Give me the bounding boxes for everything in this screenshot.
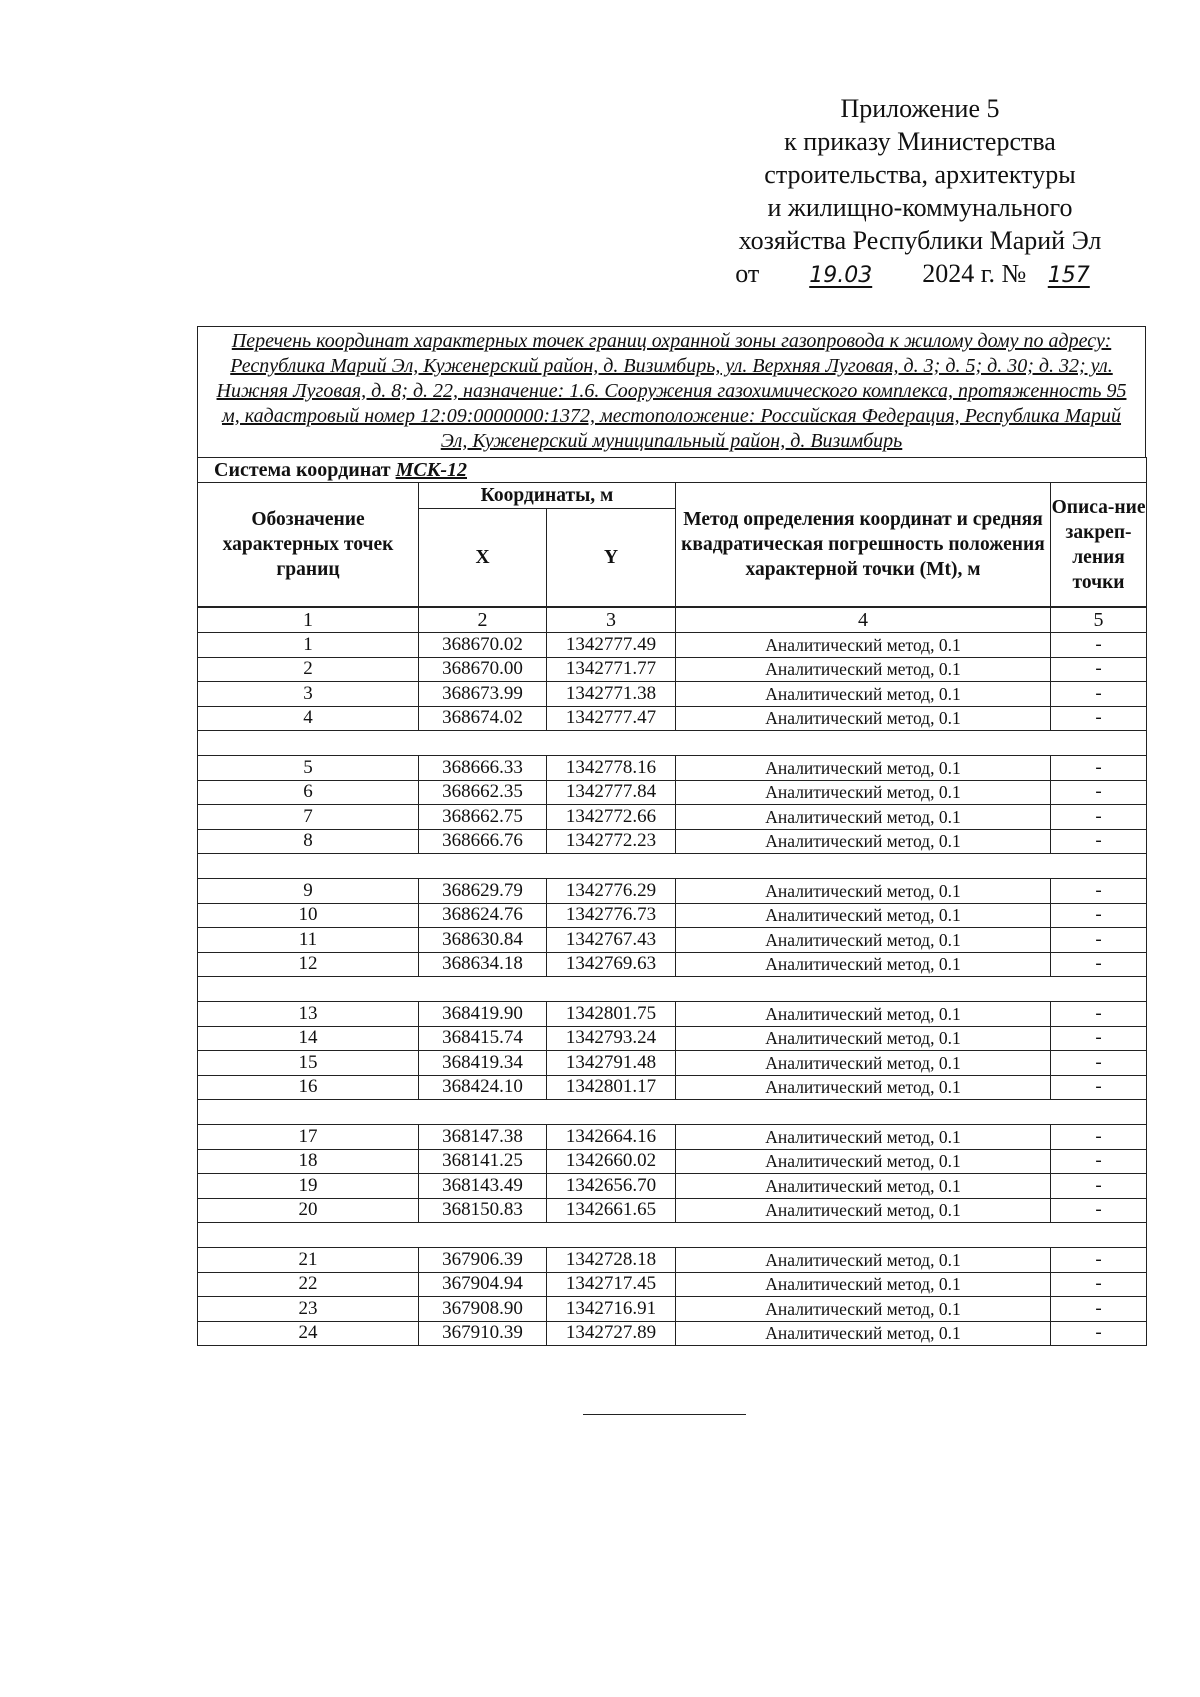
col-point-header: Обозначение характерных точек границ [198, 483, 419, 608]
point-id-cell: 15 [198, 1051, 419, 1076]
table-row [198, 952, 1147, 977]
y-coordinate-cell: 1342717.45 [547, 1272, 676, 1297]
point-id-cell: 4 [198, 706, 419, 731]
description-cell: - [1051, 682, 1147, 707]
table-row [198, 1051, 1147, 1076]
coord-system-value: МСК-12 [395, 458, 467, 481]
x-coordinate-cell: 367904.94 [419, 1272, 547, 1297]
method-cell: Аналитический метод, 0.1 [676, 879, 1051, 904]
y-coordinate-cell: 1342727.89 [547, 1321, 676, 1346]
coord-system-row [198, 458, 1147, 483]
x-coordinate-cell: 368629.79 [419, 879, 547, 904]
point-id-cell: 9 [198, 879, 419, 904]
x-coordinate-cell: 368662.75 [419, 805, 547, 830]
header-line-3: строительства, архитектуры [764, 160, 1076, 189]
x-coordinate-cell: 368419.34 [419, 1051, 547, 1076]
group-separator-cell [198, 854, 1147, 879]
method-cell: Аналитический метод, 0.1 [676, 682, 1051, 707]
method-cell: Аналитический метод, 0.1 [676, 780, 1051, 805]
description-cell: - [1051, 805, 1147, 830]
x-coordinate-cell: 368624.76 [419, 903, 547, 928]
description-cell: - [1051, 756, 1147, 781]
description-cell: - [1051, 1075, 1147, 1100]
header-line-5: хозяйства Республики Марий Эл [738, 226, 1102, 255]
x-coordinate-cell: 368670.00 [419, 657, 547, 682]
column-number: 5 [1051, 607, 1147, 633]
table-row [198, 879, 1147, 904]
y-coordinate-cell: 1342771.77 [547, 657, 676, 682]
method-cell: Аналитический метод, 0.1 [676, 1198, 1051, 1223]
y-coordinate-cell: 1342656.70 [547, 1174, 676, 1199]
point-id-cell: 5 [198, 756, 419, 781]
point-id-cell: 18 [198, 1149, 419, 1174]
x-coordinate-cell: 368424.10 [419, 1075, 547, 1100]
table-row [198, 1321, 1147, 1346]
table-row [198, 633, 1147, 658]
order-year-label: 2024 г. № [922, 259, 1027, 288]
method-cell: Аналитический метод, 0.1 [676, 1297, 1051, 1322]
y-coordinate-cell: 1342793.24 [547, 1026, 676, 1051]
point-id-cell: 3 [198, 682, 419, 707]
table-row [198, 1149, 1147, 1174]
y-coordinate-cell: 1342777.84 [547, 780, 676, 805]
table-row [198, 805, 1147, 830]
description-cell: - [1051, 633, 1147, 658]
y-coordinate-cell: 1342728.18 [547, 1248, 676, 1273]
description-cell: - [1051, 903, 1147, 928]
group-separator-cell [198, 731, 1147, 756]
point-id-cell: 12 [198, 952, 419, 977]
order-number-handwritten: 157 [1047, 263, 1090, 288]
x-coordinate-cell: 368419.90 [419, 1002, 547, 1027]
table-row [198, 829, 1147, 854]
x-coordinate-cell: 368634.18 [419, 952, 547, 977]
table-row [198, 756, 1147, 781]
point-id-cell: 1 [198, 633, 419, 658]
column-number: 4 [676, 607, 1051, 633]
description-cell: - [1051, 657, 1147, 682]
y-coordinate-cell: 1342660.02 [547, 1149, 676, 1174]
description-cell: - [1051, 1125, 1147, 1150]
point-id-cell: 16 [198, 1075, 419, 1100]
column-number: 1 [198, 607, 419, 633]
x-coordinate-cell: 367906.39 [419, 1248, 547, 1273]
y-coordinate-cell: 1342772.23 [547, 829, 676, 854]
header-line-4: и жилищно-коммунального [767, 193, 1073, 222]
group-separator-cell [198, 977, 1147, 1002]
x-coordinate-cell: 368666.76 [419, 829, 547, 854]
y-coordinate-cell: 1342801.75 [547, 1002, 676, 1027]
y-coordinate-cell: 1342767.43 [547, 928, 676, 953]
group-separator-row [198, 1223, 1147, 1248]
table-row [198, 928, 1147, 953]
x-coordinate-cell: 368143.49 [419, 1174, 547, 1199]
x-coordinate-cell: 367910.39 [419, 1321, 547, 1346]
method-cell: Аналитический метод, 0.1 [676, 1125, 1051, 1150]
header-line-2: к приказу Министерства [784, 127, 1056, 156]
point-id-cell: 21 [198, 1248, 419, 1273]
column-number: 2 [419, 607, 547, 633]
date-prefix: от [735, 259, 760, 288]
table-row [198, 1272, 1147, 1297]
point-id-cell: 6 [198, 780, 419, 805]
col-coords-header: Координаты, м [419, 483, 676, 509]
header-row-1 [198, 483, 1147, 509]
coordinates-table [197, 457, 1147, 1346]
point-id-cell: 23 [198, 1297, 419, 1322]
table-row [198, 1198, 1147, 1223]
table-row [198, 1002, 1147, 1027]
point-id-cell: 7 [198, 805, 419, 830]
x-coordinate-cell: 368147.38 [419, 1125, 547, 1150]
method-cell: Аналитический метод, 0.1 [676, 1075, 1051, 1100]
col-y-header: Y [547, 509, 676, 608]
table-row [198, 780, 1147, 805]
col-desc-header: Описа-ние закреп-ления точки [1051, 483, 1147, 608]
group-separator-cell [198, 1223, 1147, 1248]
point-id-cell: 19 [198, 1174, 419, 1199]
y-coordinate-cell: 1342791.48 [547, 1051, 676, 1076]
col-x-header: X [419, 509, 547, 608]
description-cell: - [1051, 1149, 1147, 1174]
description-cell: - [1051, 952, 1147, 977]
point-id-cell: 2 [198, 657, 419, 682]
y-coordinate-cell: 1342772.66 [547, 805, 676, 830]
description-cell: - [1051, 706, 1147, 731]
method-cell: Аналитический метод, 0.1 [676, 1026, 1051, 1051]
point-id-cell: 24 [198, 1321, 419, 1346]
table-row [198, 657, 1147, 682]
table-row [198, 1297, 1147, 1322]
table-row [198, 1174, 1147, 1199]
appendix-label: Приложение 5 [840, 94, 1000, 123]
y-coordinate-cell: 1342778.16 [547, 756, 676, 781]
description-cell: - [1051, 1174, 1147, 1199]
table-row [198, 682, 1147, 707]
x-coordinate-cell: 367908.90 [419, 1297, 547, 1322]
point-id-cell: 10 [198, 903, 419, 928]
description-cell: - [1051, 879, 1147, 904]
method-cell: Аналитический метод, 0.1 [676, 928, 1051, 953]
y-coordinate-cell: 1342777.49 [547, 633, 676, 658]
description-cell: - [1051, 1051, 1147, 1076]
method-cell: Аналитический метод, 0.1 [676, 756, 1051, 781]
method-cell: Аналитический метод, 0.1 [676, 805, 1051, 830]
table-row [198, 1248, 1147, 1273]
method-cell: Аналитический метод, 0.1 [676, 657, 1051, 682]
method-cell: Аналитический метод, 0.1 [676, 952, 1051, 977]
column-number-row [198, 607, 1147, 633]
y-coordinate-cell: 1342661.65 [547, 1198, 676, 1223]
y-coordinate-cell: 1342716.91 [547, 1297, 676, 1322]
point-id-cell: 11 [198, 928, 419, 953]
description-cell: - [1051, 1198, 1147, 1223]
table-row [198, 903, 1147, 928]
point-id-cell: 13 [198, 1002, 419, 1027]
point-id-cell: 8 [198, 829, 419, 854]
description-cell: - [1051, 1002, 1147, 1027]
closing-line [583, 1414, 746, 1415]
description-cell: - [1051, 1321, 1147, 1346]
x-coordinate-cell: 368415.74 [419, 1026, 547, 1051]
group-separator-cell [198, 1100, 1147, 1125]
document-title [197, 326, 1146, 457]
point-id-cell: 17 [198, 1125, 419, 1150]
method-cell: Аналитический метод, 0.1 [676, 829, 1051, 854]
method-cell: Аналитический метод, 0.1 [676, 1002, 1051, 1027]
group-separator-row [198, 977, 1147, 1002]
coordinates-document [197, 326, 1146, 1346]
description-cell: - [1051, 1297, 1147, 1322]
x-coordinate-cell: 368670.02 [419, 633, 547, 658]
x-coordinate-cell: 368150.83 [419, 1198, 547, 1223]
method-cell: Аналитический метод, 0.1 [676, 633, 1051, 658]
method-cell: Аналитический метод, 0.1 [676, 1174, 1051, 1199]
column-number: 3 [547, 607, 676, 633]
y-coordinate-cell: 1342776.29 [547, 879, 676, 904]
order-date-line [700, 257, 1140, 292]
description-cell: - [1051, 1272, 1147, 1297]
method-cell: Аналитический метод, 0.1 [676, 1248, 1051, 1273]
method-cell: Аналитический метод, 0.1 [676, 706, 1051, 731]
group-separator-row [198, 731, 1147, 756]
method-cell: Аналитический метод, 0.1 [676, 1321, 1051, 1346]
document-title-text: Перечень координат характерных точек границ охранной зоны газопровода к жилому дому по адресу: Республика Марий Эл, Куженерский район, д. Визимбирь, ул. Верхняя Луговая, д. 3; д. 5; д. 30; д. 32; ул. Нижняя Луговая, д. 8; д. 22, назначение: 1.6. Сооружения газохимического комплекса, протяженность 95 м, кадастровый номер 12:09:0000000:1372, местоположение: Российская Федерация, Республика Марий Эл, Куженерский муниципальный район, д. Визимбирь [216, 330, 1127, 452]
y-coordinate-cell: 1342771.38 [547, 682, 676, 707]
method-cell: Аналитический метод, 0.1 [676, 1149, 1051, 1174]
order-header [700, 92, 1140, 292]
coord-system-cell [198, 458, 1147, 483]
description-cell: - [1051, 780, 1147, 805]
table-row [198, 1125, 1147, 1150]
table-row [198, 706, 1147, 731]
method-cell: Аналитический метод, 0.1 [676, 1272, 1051, 1297]
y-coordinate-cell: 1342776.73 [547, 903, 676, 928]
y-coordinate-cell: 1342777.47 [547, 706, 676, 731]
method-cell: Аналитический метод, 0.1 [676, 1051, 1051, 1076]
x-coordinate-cell: 368630.84 [419, 928, 547, 953]
point-id-cell: 20 [198, 1198, 419, 1223]
x-coordinate-cell: 368674.02 [419, 706, 547, 731]
x-coordinate-cell: 368666.33 [419, 756, 547, 781]
table-row [198, 1075, 1147, 1100]
col-method-header: Метод определения координат и средняя квадратическая погрешность положения характерной точки (Mt), м [676, 483, 1051, 608]
coord-system-label: Система координат [214, 458, 391, 481]
description-cell: - [1051, 829, 1147, 854]
y-coordinate-cell: 1342769.63 [547, 952, 676, 977]
description-cell: - [1051, 928, 1147, 953]
description-cell: - [1051, 1026, 1147, 1051]
point-id-cell: 14 [198, 1026, 419, 1051]
group-separator-row [198, 854, 1147, 879]
x-coordinate-cell: 368662.35 [419, 780, 547, 805]
y-coordinate-cell: 1342801.17 [547, 1075, 676, 1100]
x-coordinate-cell: 368141.25 [419, 1149, 547, 1174]
x-coordinate-cell: 368673.99 [419, 682, 547, 707]
table-row [198, 1026, 1147, 1051]
group-separator-row [198, 1100, 1147, 1125]
order-date-handwritten: 19.03 [809, 263, 873, 288]
point-id-cell: 22 [198, 1272, 419, 1297]
y-coordinate-cell: 1342664.16 [547, 1125, 676, 1150]
description-cell: - [1051, 1248, 1147, 1273]
method-cell: Аналитический метод, 0.1 [676, 903, 1051, 928]
